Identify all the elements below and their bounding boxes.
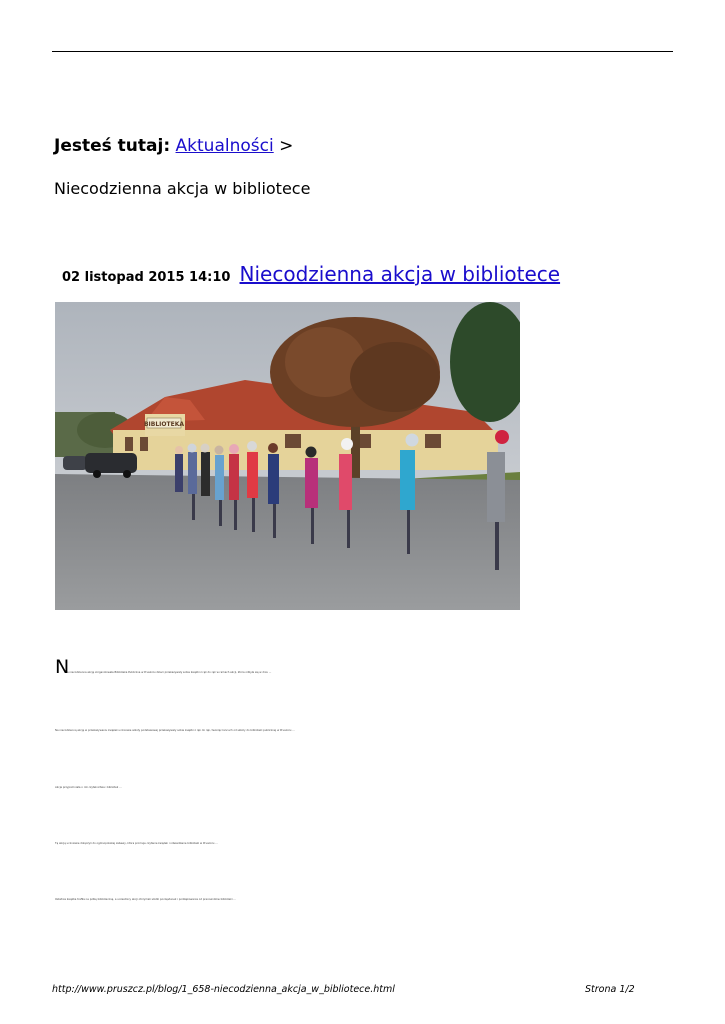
post-title-link[interactable]: Niecodzienna akcja w bibliotece bbox=[239, 262, 561, 286]
header-rule bbox=[52, 51, 673, 52]
footer-url: http://www.pruszcz.pl/blog/1_658-niecodzienna_akcja_w_bibliotece.html bbox=[52, 984, 395, 995]
building-sign: BIBLIOTEKA bbox=[143, 421, 185, 428]
footer-page-number: Strona 1/2 bbox=[585, 984, 635, 995]
post-photo bbox=[55, 302, 520, 610]
article-paragraph-1: a niecodzienna akcję zorganizowała Biblioteka Publiczna w Pruszczu dzieci przekazywały sobie książki z rąk do rąk w ramach akcji, która odbyła się w dniu ... bbox=[67, 671, 272, 674]
article-paragraph-4: Tą akcją uczniowie dołączyli do ogólnopolskiej zabawy, która promuje czytanie książek i odwiedzanie biblioteki w Pruszczu ... bbox=[55, 842, 218, 845]
post-header bbox=[62, 262, 560, 286]
article-paragraph-5: Ostatnia książka trafiła na półkę biblioteczną, a uczestnicy akcji otrzymali słodki poczęstunek i podziękowania od pracowników biblioteki ... bbox=[55, 898, 236, 901]
article-paragraph-2: Na niecodzienną akcję w przekazywaniu książek uczniowie szkoły podstawowej przekazywały sobie książki z rąk do rąk, tworząc łańcuch od szkoły do biblioteki publicznej w Pruszczu ... bbox=[55, 729, 295, 732]
article-dropcap: N bbox=[55, 656, 70, 678]
breadcrumb-label: Jesteś tutaj: bbox=[54, 136, 171, 156]
post-date: 02 listopad 2015 14:10 bbox=[62, 270, 231, 285]
breadcrumb bbox=[54, 135, 293, 157]
breadcrumb-link-aktualnosci[interactable]: Aktualności bbox=[175, 136, 274, 156]
article-paragraph-3: Akcja przypomniała o roli czytelnictwa i bibliotek ... bbox=[55, 786, 122, 789]
page-title: Niecodzienna akcja w bibliotece bbox=[54, 179, 311, 198]
breadcrumb-separator: > bbox=[279, 136, 294, 156]
